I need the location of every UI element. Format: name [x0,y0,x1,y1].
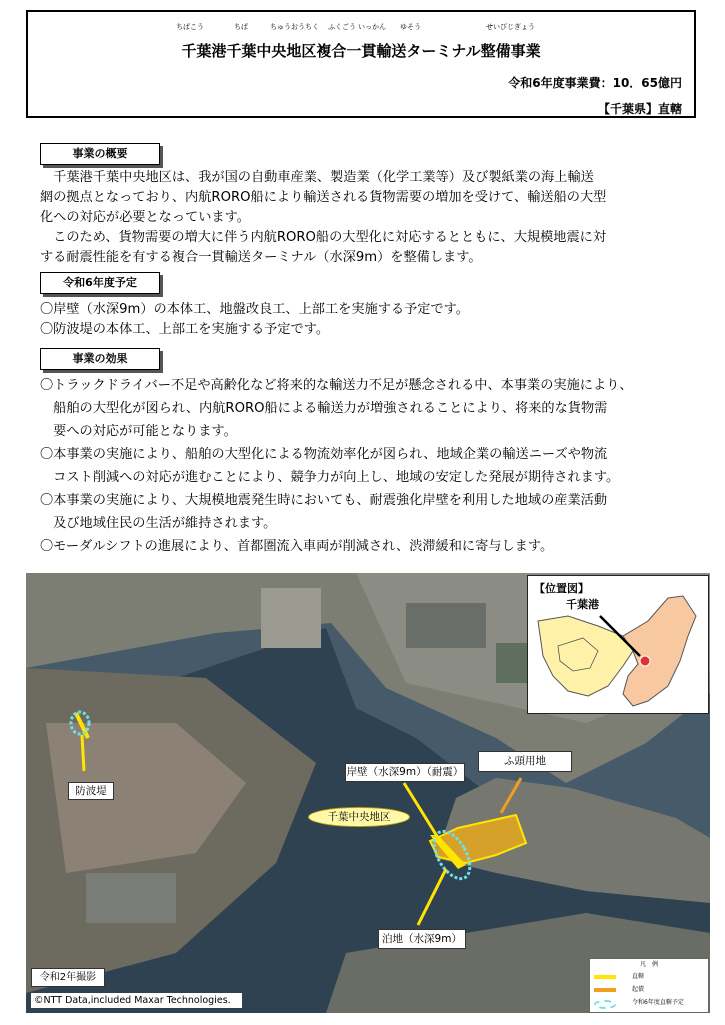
callout-district: 千葉中央地区 [308,807,410,827]
section-label-plan: 令和6年度予定 [40,272,160,294]
copyright-label: ©NTT Data,included Maxar Technologies. [31,993,242,1008]
legend-item [594,998,704,1008]
text-line: 及び地域住民の生活が維持されます。 [40,516,277,531]
location-inset-map [527,575,709,714]
ruby-text: せいびじぎょう [486,23,535,31]
legend-item [594,985,704,995]
ruby-text: ふくごう [328,23,356,31]
callout-breakwater: 防波堤 [68,782,114,800]
legend-item [594,972,704,982]
plan-text [40,300,469,340]
text-line: 千葉港千葉中央地区は、我が国の自動車産業、製造業（化学工業等）及び製紙業の海上輸送 [40,170,594,185]
title-ruby [28,22,694,34]
text-line: 〇モーダルシフトの進展により、首都圏流入車両が削減され、渋滞緩和に寄与します。 [40,539,554,554]
legend-title: 凡 例 [639,961,658,968]
effects-text [40,374,633,558]
text-line: 〇トラックドライバー不足や高齢化など将来的な輸送力不足が懸念される中、本事業の実施により、 [40,378,633,393]
map-legend [589,958,709,1013]
callout-anchorage: 泊地（水深9m） [378,929,466,949]
section-label-overview: 事業の概要 [40,143,160,165]
inset-title: 【位置図】 [534,582,589,595]
legend-label: 直轄 [632,973,645,980]
ruby-text: ちば [234,23,248,31]
text-line: 〇本事業の実施により、大規模地震発生時においても、耐震強化岸壁を利用した地域の産業活動 [40,493,608,508]
text-line: このため、貨物需要の増大に伴う内航RORO船の大型化に対応するとともに、大規模地震に対 [40,230,607,245]
project-cost: 令和6年度事業費：10．65億円 [508,76,682,90]
header-box [26,10,696,118]
callout-wharf-land: ふ頭用地 [478,751,572,772]
bureau-label: 【千葉県】直轄 [597,102,682,116]
callout-quay: 岸壁（水深9m）（耐震） [345,763,465,782]
page-title: 千葉港千葉中央地区複合一貫輸送ターミナル整備事業 [181,42,541,60]
text-line: 網の拠点となっており、内航RORO船により輸送される貨物需要の増加を受けて、輸送船の大型 [40,190,607,205]
photo-date-label: 令和2年撮影 [31,968,105,987]
ruby-text: ちばこう [176,23,204,31]
inset-port-label: 千葉港 [566,598,599,611]
text-line: 〇本事業の実施により、船舶の大型化による物流効率化が図られ、地域企業の輸送ニーズや物流 [40,447,608,462]
text-line: コスト削減への対応が進むことにより、競争力が向上し、地域の安定した発展が期待されます。 [40,470,620,485]
text-line: する耐震性能を有する複合一貫輸送ターミナル（水深9m）を整備します。 [40,250,482,265]
text-line: 化への対応が必要となっています。 [40,210,250,225]
legend-swatch [594,988,616,992]
legend-label: 起債 [632,986,645,993]
text-line: 船舶の大型化が図られ、内航RORO船による輸送力が増強されることにより、将来的な貨物需 [40,401,608,416]
ruby-text: ゆそう [400,23,421,31]
overview-text [40,168,606,268]
legend-swatch [594,1000,616,1009]
ruby-text: いっかん [358,23,386,31]
legend-label: 令和6年度直轄予定 [632,999,684,1006]
chiba-prefecture-map [528,576,708,713]
section-label-effects: 事業の効果 [40,348,160,370]
text-line: 〇防波堤の本体工、上部工を実施する予定です。 [40,322,330,337]
text-line: 要への対応が可能となります。 [40,424,237,439]
text-line: 〇岸壁（水深9m）の本体工、地盤改良工、上部工を実施する予定です。 [40,302,469,317]
ruby-text: ちゅうおうちく [270,23,319,31]
legend-swatch [594,975,616,979]
